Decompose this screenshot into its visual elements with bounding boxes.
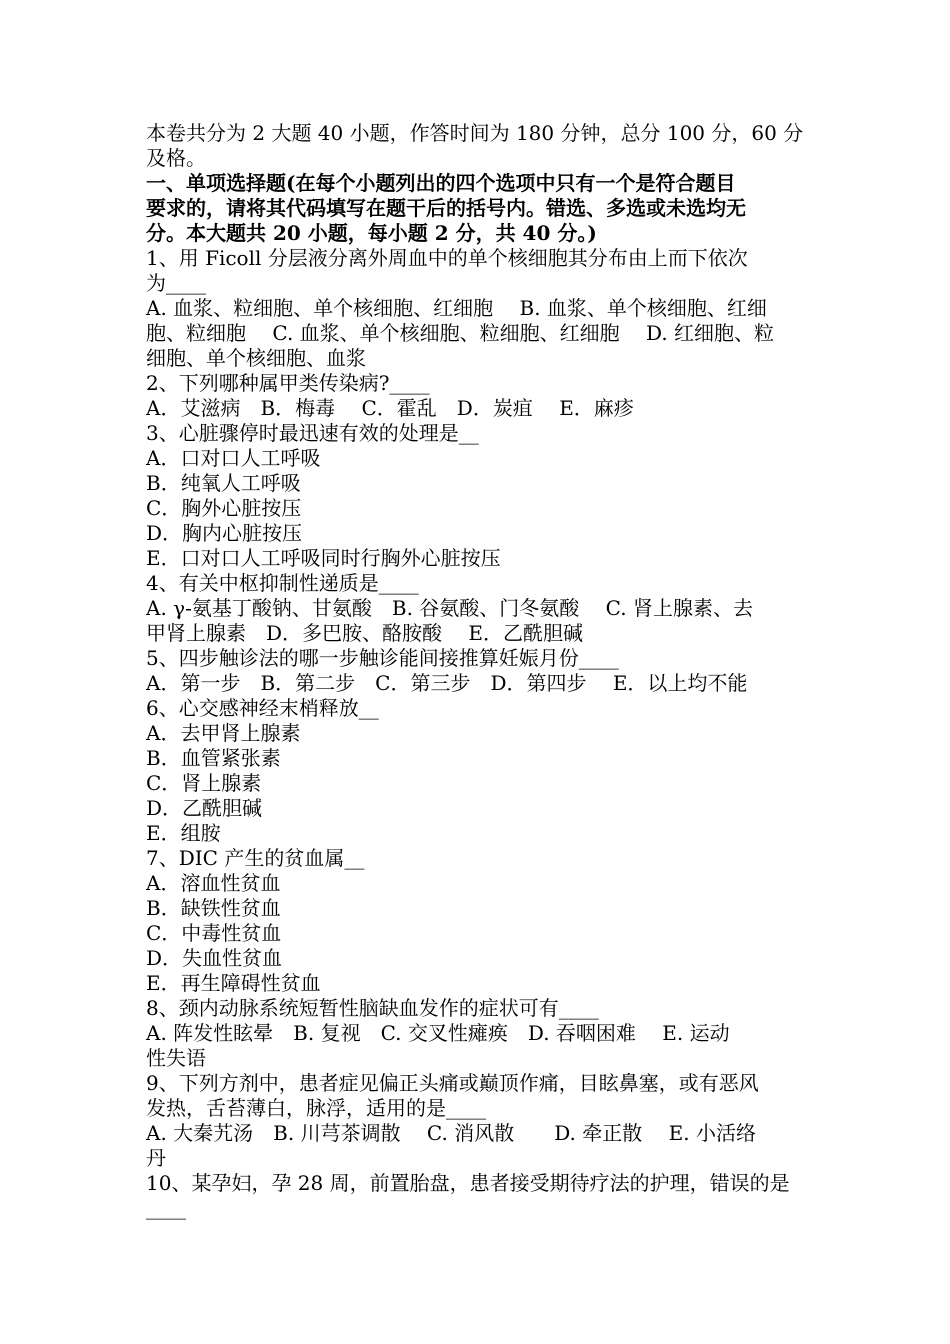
question-item: [146, 1171, 810, 1221]
question-option-line: D．胸内心脏按压: [146, 521, 303, 545]
question-item: [146, 571, 810, 646]
section-heading-line: 一、单项选择题(在每个小题列出的四个选项中只有一个是符合题目: [146, 171, 736, 195]
question-option-line: A．溶血性贫血: [146, 871, 281, 895]
question-option-line: A. 血浆、粒细胞、单个核细胞、红细胞 B. 血浆、单个核细胞、红细: [146, 296, 767, 320]
question-option-line: A. γ-氨基丁酸钠、甘氨酸 B. 谷氨酸、门冬氨酸 C. 肾上腺素、去: [146, 596, 753, 620]
question-option-line: A．第一步 B．第二步 C．第三步 D．第四步 E．以上均不能: [146, 671, 748, 695]
question-stem: 4、有关中枢抑制性递质是____: [146, 571, 419, 595]
question-option-line: D．失血性贫血: [146, 946, 283, 970]
question-option-line: 胞、粒细胞 C. 血浆、单个核细胞、粒细胞、红细胞 D. 红细胞、粒: [146, 321, 775, 345]
section-heading-line: 分。本大题共 20 小题，每小题 2 分，共 40 分。): [146, 221, 597, 245]
question-option-line: C．肾上腺素: [146, 771, 262, 795]
exam-document: [146, 121, 810, 1221]
question-option-line: D．乙酰胆碱: [146, 796, 263, 820]
question-option-line: B．缺铁性贫血: [146, 896, 281, 920]
intro-paragraph: [146, 121, 810, 171]
question-option-line: 细胞、单个核细胞、血浆: [146, 346, 366, 370]
question-item: [146, 246, 810, 371]
question-stem: 5、四步触诊法的哪一步触诊能间接推算妊娠月份____: [146, 646, 619, 670]
question-stem: 1、用 Ficoll 分层液分离外周血中的单个核细胞其分布由上而下依次: [146, 246, 748, 270]
question-option-line: A．去甲肾上腺素: [146, 721, 301, 745]
question-option-line: E．再生障碍性贫血: [146, 971, 321, 995]
question-list: [146, 246, 810, 1221]
question-item: [146, 696, 810, 846]
question-item: [146, 371, 810, 421]
question-option-line: C．中毒性贫血: [146, 921, 282, 945]
question-option-line: 丹: [146, 1146, 166, 1170]
question-item: [146, 1071, 810, 1171]
question-stem: ____: [146, 1196, 186, 1220]
question-option-line: E．口对口人工呼吸同时行胸外心脏按压: [146, 546, 501, 570]
question-stem: 10、某孕妇，孕 28 周，前置胎盘，患者接受期待疗法的护理，错误的是: [146, 1171, 790, 1195]
question-item: [146, 996, 810, 1071]
question-stem: 7、DIC 产生的贫血属__: [146, 846, 365, 870]
question-option-line: E．组胺: [146, 821, 221, 845]
question-option-line: 性失语: [146, 1046, 206, 1070]
question-stem: 2、下列哪种属甲类传染病?____: [146, 371, 430, 395]
question-stem: 发热，舌苔薄白，脉浮，适用的是____: [146, 1096, 486, 1120]
section-heading-line: 要求的，请将其代码填写在题干后的括号内。错选、多选或未选均无: [146, 196, 746, 220]
question-item: [146, 646, 810, 696]
question-item: [146, 846, 810, 996]
question-stem: 8、颈内动脉系统短暂性脑缺血发作的症状可有____: [146, 996, 599, 1020]
question-option-line: C．胸外心脏按压: [146, 496, 302, 520]
question-option-line: A. 大秦艽汤 B. 川芎茶调散 C. 消风散 D. 牵正散 E. 小活络: [146, 1121, 756, 1145]
question-option-line: B．纯氧人工呼吸: [146, 471, 301, 495]
question-stem: 3、心脏骤停时最迅速有效的处理是__: [146, 421, 479, 445]
question-stem: 为____: [146, 271, 206, 295]
question-item: [146, 421, 810, 571]
intro-line: 及格。: [146, 146, 206, 170]
intro-line: 本卷共分为 2 大题 40 小题，作答时间为 180 分钟，总分 100 分，60 分: [146, 121, 804, 145]
question-stem: 6、心交感神经末梢释放__: [146, 696, 379, 720]
question-option-line: 甲肾上腺素 D．多巴胺、酪胺酸 E．乙酰胆碱: [146, 621, 583, 645]
question-option-line: A．口对口人工呼吸: [146, 446, 321, 470]
question-option-line: B．血管紧张素: [146, 746, 281, 770]
section-heading: [146, 171, 810, 246]
question-stem: 9、下列方剂中，患者症见偏正头痛或巅顶作痛，目眩鼻塞，或有恶风: [146, 1071, 759, 1095]
question-option-line: A．艾滋病 B．梅毒 C．霍乱 D．炭疽 E．麻疹: [146, 396, 634, 420]
question-option-line: A. 阵发性眩晕 B. 复视 C. 交叉性瘫痪 D. 吞咽困难 E. 运动: [146, 1021, 730, 1045]
